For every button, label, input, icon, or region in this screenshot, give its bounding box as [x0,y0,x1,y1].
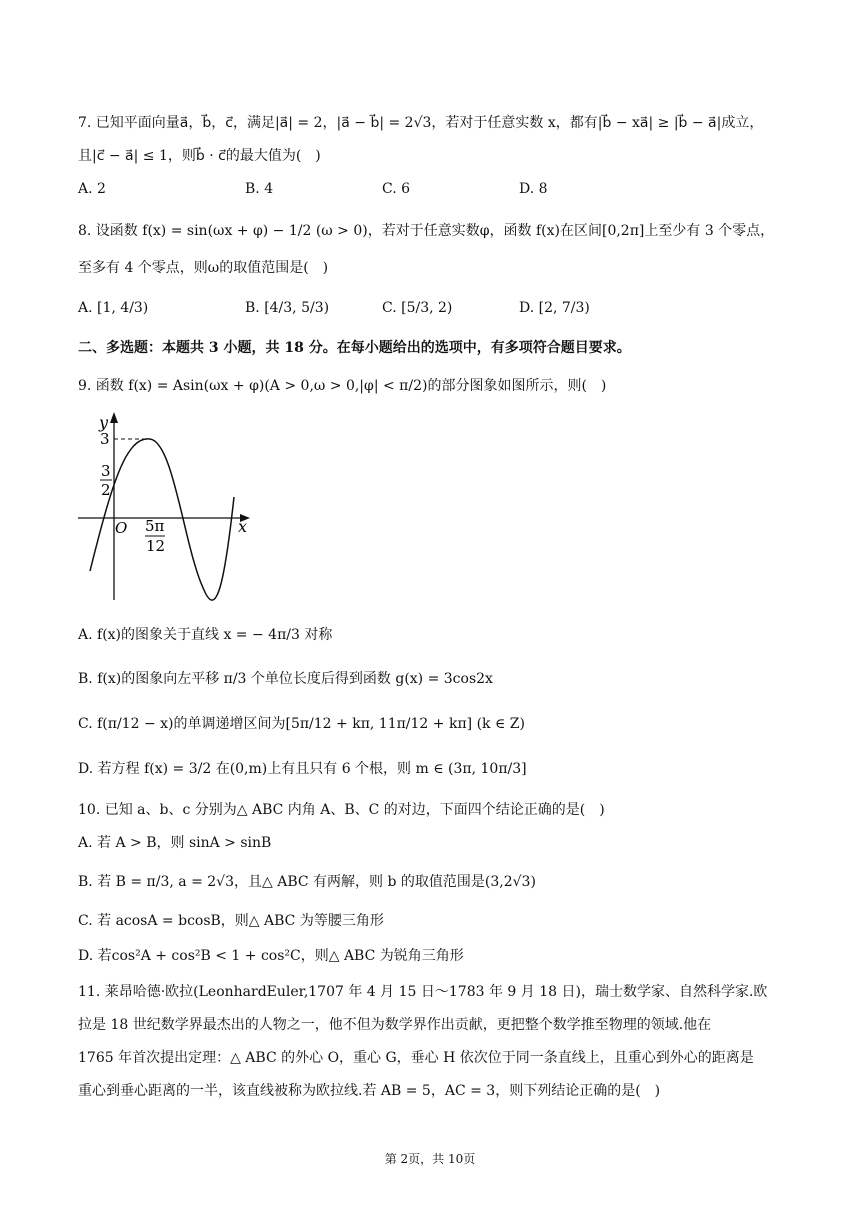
q11-stem-line2: 拉是 18 世纪数学界最杰出的人物之一，他不但为数学界作出贡献，更把整个数学推至物理的领域.他在 [78,1017,712,1033]
q10-option-a: A. 若 A > B，则 sinA > sinB [78,835,272,851]
q9-option-b: B. f(x)的图象向左平移 π/3 个单位长度后得到函数 g(x) = 3cos2x [78,671,493,687]
q9-function-graph [74,408,264,608]
q9-stem: 9. 函数 f(x) = Asin(ωx + φ)(A > 0,ω > 0,|φ| < π/2)的部分图象如图所示，则( ) [78,378,607,394]
x-zero-numerator: 5π [145,517,165,535]
origin-label: O [115,519,128,537]
q10-option-d: D. 若cos²A + cos²B < 1 + cos²C，则△ ABC 为锐角三角形 [78,948,464,964]
y-max-label: 3 [100,430,110,448]
q9-option-c: C. f(π/12 − x)的单调递增区间为[5π/12 + kπ, 11π/12 + kπ] (k ∈ Z) [78,716,525,732]
q7-option-c: C. 6 [382,181,411,197]
q9-option-a: A. f(x)的图象关于直线 x = − 4π/3 对称 [78,627,333,643]
q7-stem-line2: 且|c⃗ − a⃗| ≤ 1，则b⃗ · c⃗的最大值为( ) [78,148,321,164]
q11-stem-line1: 11. 莱昂哈德·欧拉(LeonhardEuler,1707 年 4 月 15 日～1783 年 9 月 18 日)，瑞士数学家、自然科学家.欧 [78,984,768,1000]
q7-option-d: D. 8 [519,181,548,197]
page-footer: 第 2页，共 10页 [384,1152,476,1166]
y-mid-numerator: 3 [101,462,111,480]
q11-stem-line3: 1765 年首次提出定理：△ ABC 的外心 O，重心 G，垂心 H 依次位于同一条直线上，且重心到外心的距离是 [78,1050,754,1066]
q8-option-d: D. [2, 7/3) [519,300,590,316]
q8-stem-line2: 至多有 4 个零点，则ω的取值范围是( ) [78,260,329,276]
q10-option-c: C. 若 acosA = bcosB，则△ ABC 为等腰三角形 [78,913,384,929]
q10-stem: 10. 已知 a、b、c 分别为△ ABC 内角 A、B、C 的对边，下面四个结论正确的是( ) [78,802,605,818]
y-axis [110,412,118,600]
y-mid-denominator: 2 [101,481,111,499]
q10-option-b: B. 若 B = π/3, a = 2√3，且△ ABC 有两解，则 b 的取值范围是(3,2√3) [78,874,536,890]
q8-option-a: A. [1, 4/3) [78,300,149,316]
x-zero-denominator: 12 [146,537,166,555]
y-axis-label: y [99,413,109,432]
q7-option-a: A. 2 [78,181,106,197]
q7-stem-line1: 7. 已知平面向量a⃗，b⃗，c⃗，满足|a⃗| = 2，|a⃗ − b⃗| = 2√3，若对于任意实数 x，都有|b⃗ − xa⃗| ≥ |b⃗ − a⃗|成立， [78,115,764,131]
x-axis-label: x [238,517,248,536]
q9-option-d: D. 若方程 f(x) = 3/2 在(0,m)上有且只有 6 个根，则 m ∈ (3π, 10π/3] [78,761,527,777]
q8-stem-line1: 8. 设函数 f(x) = sin(ωx + φ) − 1/2 (ω > 0)，若对于任意实数φ，函数 f(x)在区间[0,2π]上至少有 3 个零点， [78,223,775,239]
q8-option-b: B. [4/3, 5/3) [245,300,330,316]
q11-stem-line4: 重心到垂心距离的一半，该直线被称为欧拉线.若 AB = 5，AC = 3，则下列结论正确的是( ) [78,1083,661,1099]
q8-option-c: C. [5/3, 2) [382,300,453,316]
section-heading: 二、多选题：本题共 3 小题，共 18 分。在每小题给出的选项中，有多项符合题目要求。 [78,340,631,356]
q7-option-b: B. 4 [245,181,274,197]
